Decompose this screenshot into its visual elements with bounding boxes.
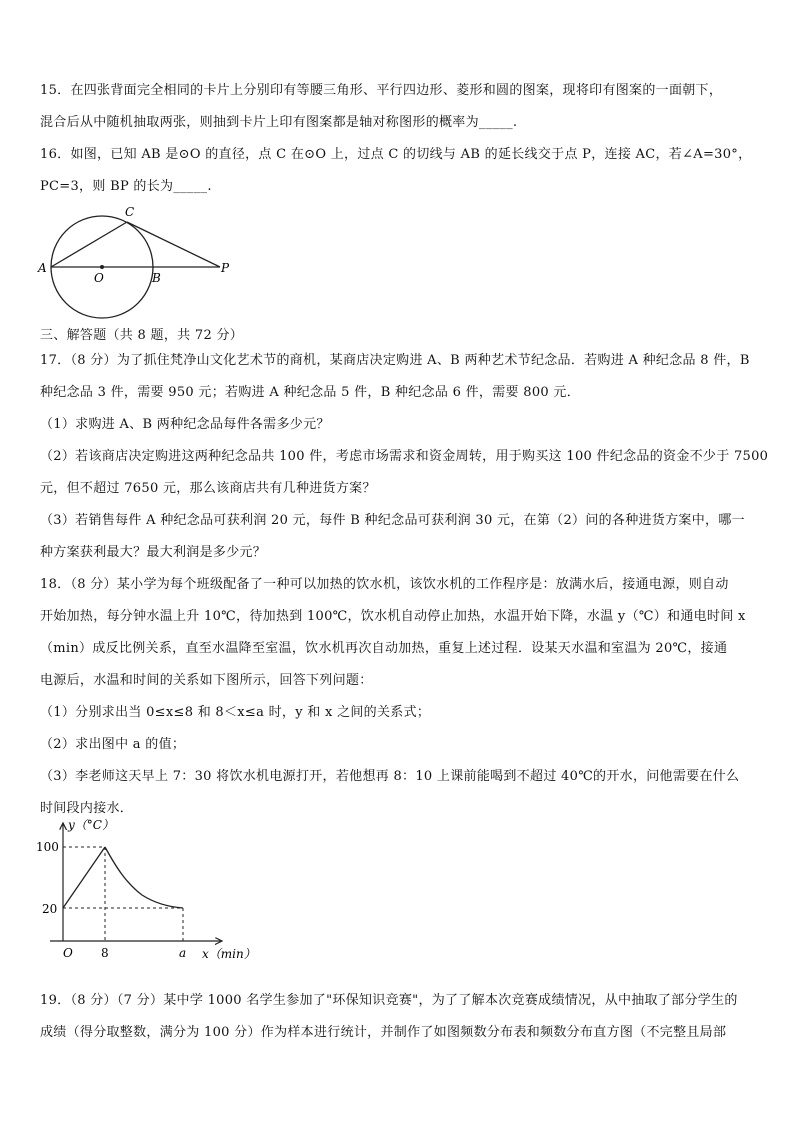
label-a: A	[38, 261, 47, 275]
q15-text-line-2: 混合后从中随机抽取两张，则抽到卡片上印有图案都是轴对称图形的概率为_____.	[40, 115, 518, 130]
x-tick-a: a	[179, 946, 187, 960]
q18-temperature-graph	[30, 815, 280, 975]
q18-sub2: （2）求出图中 a 的值；	[40, 737, 186, 752]
q19-text-line-1: 19．（8 分）（7 分）某中学 1000 名学生参加了"环保知识竞赛"，为了了解本次竞赛成绩情况，从中抽取了部分学生的	[40, 993, 738, 1008]
q18-sub3-line-2: 时间段内接水．	[40, 801, 134, 816]
x-tick-8: 8	[101, 946, 109, 960]
q18-text-line-4: 电源后，水温和时间的关系如下图所示，回答下列问题：	[40, 673, 373, 688]
tangent-cp	[127, 222, 220, 267]
y-axis-label: y（°C）	[68, 818, 114, 832]
q17-text-line-1: 17．（8 分）为了抓住梵净山文化艺术节的商机，某商店决定购进 A、B 两种艺术节纪念品．若购进 A 种纪念品 8 件，B	[40, 353, 750, 368]
label-c: C	[125, 205, 135, 219]
q15-text-line-1: 15．在四张背面完全相同的卡片上分别印有等腰三角形、平行四边形、菱形和圆的图案，现将印有图案的一面朝下，	[40, 83, 723, 98]
center-dot	[100, 265, 104, 269]
q16-text-line-2: PC=3，则 BP 的长为_____.	[40, 179, 212, 194]
q17-text-line-2: 种纪念品 3 件，需要 950 元；若购进 A 种纪念品 5 件，B 种纪念品 6 件，需要 800 元．	[40, 385, 581, 400]
x-axis-label: x（min）	[202, 947, 256, 961]
label-o: O	[94, 271, 104, 285]
label-p: P	[221, 261, 230, 275]
label-b: B	[152, 271, 161, 285]
q17-sub3-line-2: 种方案获利最大？最大利润是多少元？	[40, 545, 267, 560]
section-title: 三、解答题（共 8 题，共 72 分）	[40, 328, 244, 343]
q18-text-line-1: 18．（8 分）某小学为每个班级配备了一种可以加热的饮水机，该饮水机的工作程序是：放满水后，接通电源，则自动	[40, 577, 729, 592]
q17-sub2-line-2: 元，但不超过 7650 元，那么该商店共有几种进货方案？	[40, 481, 376, 496]
q17-sub2-line-1: （2）若该商店决定购进这两种纪念品共 100 件，考虑市场需求和资金周转，用于购买这 100 件纪念品的资金不少于 7500	[40, 449, 769, 464]
q18-sub3-line-1: （3）李老师这天早上 7：30 将饮水机电源打开，若他想再 8：10 上课前能喝到不超过 40℃的开水，问他需要在什么	[40, 769, 740, 784]
q17-sub3-line-1: （3）若销售每件 A 种纪念品可获利润 20 元，每件 B 种纪念品可获利润 30 元，在第（2）问的各种进货方案中，哪一	[40, 513, 745, 528]
q19-text-line-2: 成绩（得分取整数，满分为 100 分）作为样本进行统计，并制作了如图频数分布表和频数分布直方图（不完整且局部	[40, 1025, 727, 1040]
q18-text-line-2: 开始加热，每分钟水温上升 10℃，待加热到 100℃，饮水机自动停止加热，水温开始下降，水温 y（℃）和通电时间 x	[40, 609, 746, 624]
q18-sub1: （1）分别求出当 0≤x≤8 和 8＜x≤a 时，y 和 x 之间的关系式；	[40, 705, 431, 720]
chord-ac	[51, 222, 127, 267]
q17-sub1: （1）求购进 A、B 两种纪念品每件各需多少元？	[40, 417, 330, 432]
y-tick-20: 20	[42, 902, 58, 916]
q16-circle-figure	[30, 200, 240, 320]
q16-text-line-1: 16．如图，已知 AB 是⊙O 的直径，点 C 在⊙O 上，过点 C 的切线与 AB 的延长线交于点 P，连接 AC，若∠A=30°，	[40, 147, 752, 162]
q18-text-line-3: （min）成反比例关系，直至水温降至室温，饮水机再次自动加热，重复上述过程．设某天水温和室温为 20℃，接通	[40, 641, 728, 656]
x-tick-origin: O	[63, 946, 73, 960]
cooling-curve	[105, 847, 183, 908]
heating-line	[63, 847, 105, 908]
y-tick-100: 100	[36, 840, 59, 854]
